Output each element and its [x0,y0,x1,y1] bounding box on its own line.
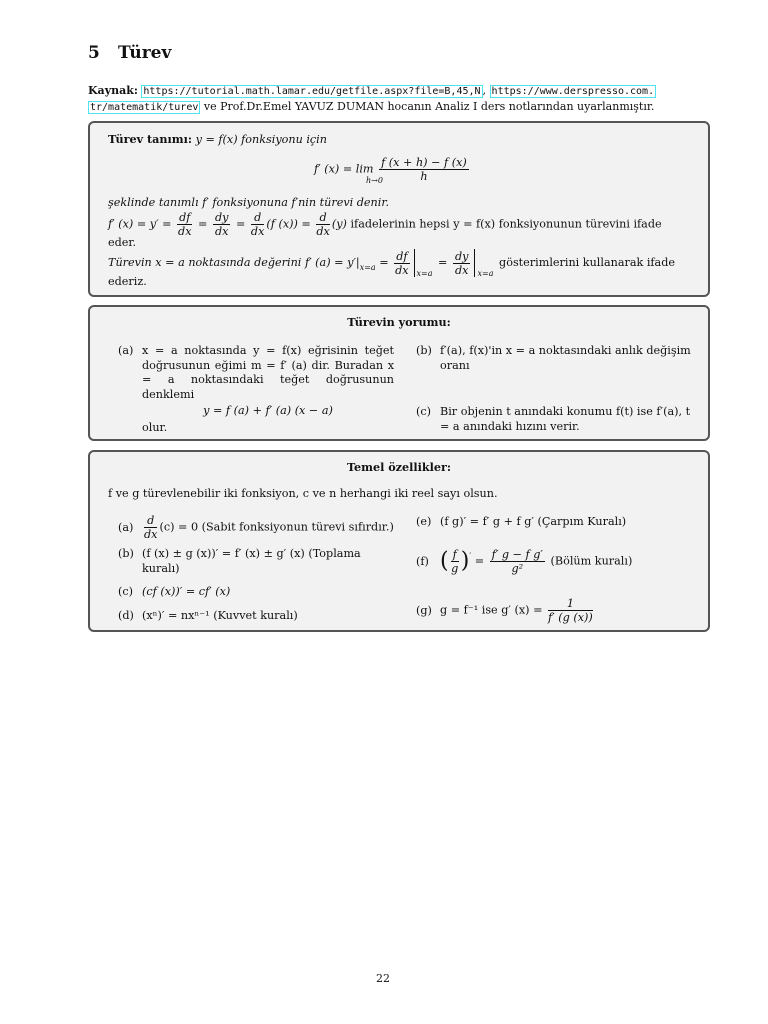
source-label: Kaynak: [88,84,138,97]
formula-lhs: f′ (x) = lim [314,162,374,176]
properties-title: Temel özellikler: [346,460,452,474]
prop-b-label: (b) [118,547,134,560]
page-number: 22 [376,972,390,985]
inverse-numerator: 1 [548,597,593,611]
source-tail: ve Prof.Dr.Emel YAVUZ DUMAN hocanın Analiz I ders notlarından uyarlanmıştır. [200,100,655,113]
item-c-label: (c) [416,405,431,418]
quotient-rule-fraction [490,548,545,575]
line3-suffix: gösterimlerini kullanarak ifade [499,256,676,269]
prop-f-label: (f) [416,554,429,568]
prop-e-label: (e) [416,515,432,528]
item-b-label: (b) [416,344,432,357]
interpretation-title: Türevin yorumu: [347,315,451,329]
formula-numerator: f (x + h) − f (x) [381,156,467,169]
prop-g-text: g = f⁻¹ ise g′ (x) = [440,603,543,617]
item-b-text: f′(a), f(x)'in x = a noktasındaki anlık değişim oranı [440,344,691,372]
prop-d-text: (xⁿ)′ = nxⁿ⁻¹ (Kuvvet kuralı) [142,609,298,622]
definition-line3: Türevin x = a noktasında değerini f′ $(a) = y'|_{x=a}$ = $\frac{df}{dx}$ x=a = $\frac{dy}{dx}$ x=a gösterimlerini kullanarak ifade [108,249,676,278]
properties-intro: f ve g türevlenebilir iki fonksiyon, c ve n herhangi iki reel sayı olsun. [108,487,498,500]
item-c-text: Bir objenin t anındaki konumu f(t) ise f′(a), t = a anındaki hızını verir. [440,405,691,433]
interpretation-item-b [416,344,694,373]
section-title: Türev [118,43,172,63]
line2-suffix: ifadelerinin hepsi y = f(x) fonksiyonunun türevini ifade [350,217,662,231]
prop-b-text: (f (x) ± g (x))′ = f′ (x) ± g′ (x) (Toplama kuralı) [142,547,361,575]
limit-subscript: h→0 [366,176,383,185]
inverse-denominator: f′ (g (x)) [548,611,593,624]
definition-line3-cont: ederiz. [108,275,147,288]
properties-box [88,450,710,632]
interpretation-item-a [118,344,394,435]
quotient-denominator: g² [511,562,524,575]
item-a-end: olur. [142,420,168,434]
definition-line2-cont: eder. [108,236,137,249]
interpretation-box [88,305,710,441]
formula-denominator: h [420,170,428,183]
prop-a-text: (c) = 0 (Sabit fonksiyonun türevi sıfırdır.) [159,520,394,534]
prop-d-label: (d) [118,609,134,622]
definition-intro [108,132,327,148]
formula-fraction [379,156,469,183]
frac-dy-dx-eval: $\frac{dy}{dx}$ [455,249,469,277]
item-a-label: (a) [118,344,134,357]
inverse-derivative-fraction [548,597,593,624]
item-a-text: x = a noktasında y = f(x) eğrisinin teğet doğrusunun eğimi m = f′ (a) dir. Buradan x = a noktasındaki teğet doğrusunun denklemi [142,344,394,401]
definition-box [88,121,710,297]
interpretation-item-c [416,405,694,434]
line2-prefix: f′ (x) = y′ = [108,217,172,231]
prop-a-label: (a) [118,520,134,534]
frac-f-g: $\frac{f}{g}$ [451,548,459,575]
frac-df-dx: $\frac{df}{dx}$ [178,211,192,238]
quotient-numerator: f′ g − f g′ [491,548,543,561]
property-c [118,585,230,600]
prop-f-text: (Bölüm kuralı) [550,554,633,568]
frac-d-dx-prop: $\frac{d}{dx}$ [144,514,158,541]
property-b [118,547,388,576]
section-number: 5 [88,43,100,63]
frac-d-dx-2: $\frac{d}{dx}$ [316,211,330,238]
source-paragraph [88,83,728,115]
frac-df-dx-eval: $\frac{df}{dx}$ [395,249,409,277]
property-e [416,515,626,530]
prop-g-label: (g) [416,603,432,617]
derivative-limit-formula [314,156,471,183]
prop-c-text: (cf (x))′ = cf′ (x) [142,585,231,598]
definition-intro-text: y = f(x) fonksiyonu için [195,133,327,146]
prop-c-label: (c) [118,585,133,598]
definition-title: Türev tanımı: [108,132,193,146]
frac-d-dx-1: $\frac{d}{dx}$ [250,211,265,238]
source-link-derspresso-2[interactable]: tr/matematik/turev [90,102,199,113]
definition-line1: şeklinde tanımlı f′ fonksiyonuna f′nin türevi denir. [108,196,390,209]
tangent-line-formula: y = f (a) + f′ (a) (x − a) [203,404,333,417]
property-f: (f) ( $\frac{f}{g}$ )′ = $\frac{\text{f′ g − f g′}}{\text{g²}}$ (Bölüm kuralı) [416,548,633,575]
definition-line2: f′ (x) = y′ = $\frac{df}{dx}$ = $\frac{dy}{dx}$ = $\frac{d}{dx}$ (f (x)) = $\frac{d}{dx}$ (y) ifadelerinin hepsi y = f(x) fonksiyonunun türevini ifade [108,211,662,238]
line3-sub: x=a [359,263,376,272]
property-d [118,609,298,624]
source-link-derspresso-1[interactable]: https://www.derspresso.com. [491,86,655,97]
property-a [118,514,408,541]
line3-prefix: Türevin x = a noktasında değerini f′ (a) = y′| [108,256,360,269]
source-separator: , [482,84,487,97]
frac-dy-dx: $\frac{dy}{dx}$ [214,211,229,238]
source-link-lamar[interactable]: https://tutorial.math.lamar.edu/getfile.aspx?file=B,45,N [143,86,481,97]
prop-e-text: (f g)′ = f′ g + f g′ (Çarpım Kuralı) [440,515,627,528]
property-g [416,597,595,624]
section-heading [88,43,172,63]
